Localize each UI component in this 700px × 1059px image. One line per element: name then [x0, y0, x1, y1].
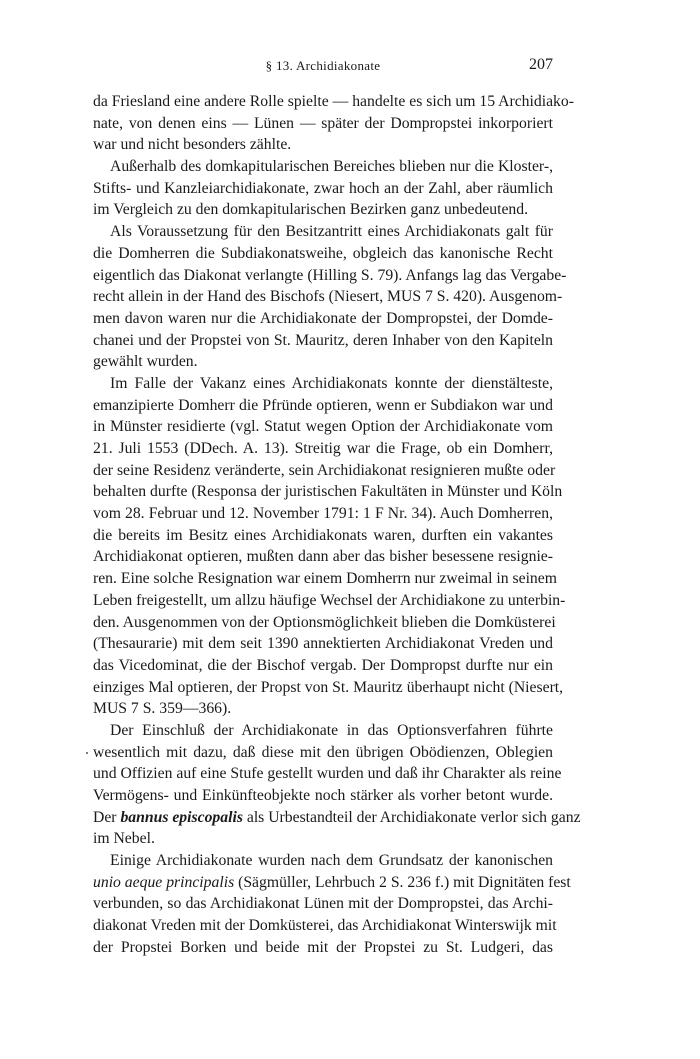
text-line — [93, 113, 553, 135]
line-text: eigentlich das Diakonat verlangte (Hilling S. 79). Anfangs lag das Vergabe- — [93, 266, 567, 284]
line-text: da Friesland eine andere Rolle spielte — handelte es sich um 15 Archidiako- — [93, 93, 574, 110]
line-text: die bereits im Besitz eines Archidiakonats waren, durften ein vakantes — [93, 526, 553, 544]
line-text: chanei und der Propstei von St. Mauritz, deren Inhaber von den Kapiteln — [93, 331, 553, 349]
text-line — [93, 525, 553, 547]
line-text: die Domherren die Subdiakonatsweihe, obgleich das kanonische Recht — [93, 244, 553, 262]
text-line — [93, 438, 553, 460]
page-number: 207 — [529, 56, 553, 73]
line-text: Vermögens- und Einkünfteobjekte noch stärker als vorher betont wurde. — [93, 787, 553, 804]
line-text: Als Voraussetzung für den Besitzantritt eines Archidiakonats galt für — [110, 223, 553, 241]
line-text: Im Falle der Vakanz eines Archidiakonats konnte der dienstälteste, — [110, 374, 553, 392]
line-text: im Nebel. — [93, 830, 155, 848]
body-text — [93, 91, 581, 959]
text-line — [93, 91, 574, 113]
text-line — [93, 416, 553, 438]
text-line — [93, 351, 553, 373]
text-line — [93, 221, 553, 243]
line-text: Archidiakonat optieren, mußten dann aber das bisher besessene resignie- — [93, 548, 553, 566]
text-line — [93, 720, 553, 742]
line-text: Stifts- und Kanzleiarchidiakonate, zwar hoch an der Zahl, aber räumlich — [93, 179, 553, 197]
line-text: das Vicedominat, die der Bischof vergab. Der Dompropst durfte nur ein — [93, 656, 553, 674]
line-text: als Urbestandteil der Archidiakonate verlor sich ganz — [242, 808, 581, 826]
line-text: (Thesaurarie) mit dem seit 1390 annektierten Archidiakonat Vreden und — [93, 635, 553, 653]
line-text: der Propstei Borken und beide mit der Propstei zu St. Ludgeri, das — [93, 938, 553, 956]
line-text: men davon waren nur die Archidiakonate der Dompropstei, der Domde- — [93, 309, 553, 327]
text-line — [93, 503, 553, 525]
text-line — [93, 785, 553, 807]
line-text: (Sägmüller, Lehrbuch 2 S. 236 f.) mit Dignitäten fest — [234, 873, 571, 891]
line-text: vom 28. Februar und 12. November 1791: 1 F Nr. 34). Auch Domherren, — [93, 505, 553, 523]
line-text: einziges Mal optieren, der Propst von St. Mauritz überhaupt nicht (Niesert, — [93, 678, 564, 696]
text-line — [93, 373, 553, 395]
text-line — [93, 655, 553, 677]
line-text: Der — [93, 808, 121, 826]
line-text: und Offizien auf eine Stufe gestellt wurden und daß ihr Charakter als reine — [93, 765, 562, 783]
line-text: Der Einschluß der Archidiakonate in das Optionsverfahren führte — [110, 721, 553, 739]
text-line — [93, 590, 566, 612]
line-text: den. Ausgenommen von der Optionsmöglichkeit blieben die Domküsterei — [93, 613, 556, 631]
margin-mark — [86, 752, 88, 754]
line-text: diakonat Vreden mit der Domküsterei, das Archidiakonat Winterswijk mit — [93, 917, 557, 935]
text-line — [93, 633, 553, 655]
line-text: wesentlich mit dazu, daß diese mit den übrigen Obödienzen, Oblegien — [93, 743, 553, 761]
section-title: § 13. Archidiakonate — [265, 58, 381, 73]
text-line — [93, 850, 553, 872]
text-line — [93, 612, 556, 634]
text-line — [93, 763, 562, 785]
running-head — [93, 56, 553, 78]
text-line — [93, 872, 571, 894]
line-text: emanzipierte Domherr die Pfründe optieren, wenn er Subdiakon war und — [93, 396, 553, 414]
line-text: im Vergleich zu den domkapitularischen Bezirken ganz unbedeutend. — [93, 201, 529, 219]
text-line — [93, 395, 553, 417]
text-line — [93, 677, 564, 699]
latin-term: unio aeque principalis — [93, 873, 235, 891]
text-line — [93, 807, 581, 829]
line-text: in Münster residierte (vgl. Statut wegen Option der Archidiakonate vom — [93, 418, 553, 436]
line-text: 21. Juli 1553 (DDech. A. 13). Streitig war die Frage, ob ein Domherr, — [93, 440, 553, 457]
text-line — [93, 286, 563, 308]
text-line — [93, 134, 553, 156]
line-text: MUS 7 S. 359—366). — [93, 700, 232, 718]
text-line — [93, 178, 553, 200]
text-line — [93, 265, 567, 287]
line-text: Leben freigestellt, um allzu häufige Wechsel der Archidiakone zu unterbin- — [93, 591, 566, 609]
line-text: nate, von denen eins — Lünen — später der Dompropstei inkorporiert — [93, 114, 553, 132]
text-line — [93, 546, 553, 568]
line-text: gewählt wurden. — [93, 353, 198, 371]
text-line — [93, 893, 553, 915]
text-line — [93, 568, 557, 590]
text-line — [93, 742, 553, 764]
text-line — [93, 330, 553, 352]
line-text: Außerhalb des domkapitularischen Bereiches blieben nur die Kloster-, — [110, 158, 553, 176]
line-text: Einige Archidiakonate wurden nach dem Grundsatz der kanonischen — [110, 852, 553, 870]
text-line — [93, 243, 553, 265]
line-text: ren. Eine solche Resignation war einem Domherrn nur zweimal in seinem — [93, 570, 557, 588]
text-line — [93, 156, 553, 178]
line-text: recht allein in der Hand des Bischofs (Niesert, MUS 7 S. 420). Ausgenom- — [93, 288, 563, 306]
text-line — [93, 460, 556, 482]
text-line — [93, 199, 553, 221]
text-line — [93, 828, 553, 850]
line-text: verbunden, so das Archidiakonat Lünen mit der Dompropstei, das Archi- — [93, 895, 553, 913]
line-text: der seine Residenz veränderte, sein Archidiakonat resignieren mußte oder — [93, 461, 556, 479]
line-text: war und nicht besonders zählte. — [93, 136, 292, 154]
text-line — [93, 937, 553, 959]
text-line — [93, 915, 557, 937]
latin-term: bannus episcopalis — [120, 808, 243, 826]
line-text: behalten durfte (Responsa der juristischen Fakultäten in Münster und Köln — [93, 483, 563, 501]
text-line — [93, 481, 563, 503]
text-line — [93, 698, 553, 720]
text-line — [93, 308, 553, 330]
